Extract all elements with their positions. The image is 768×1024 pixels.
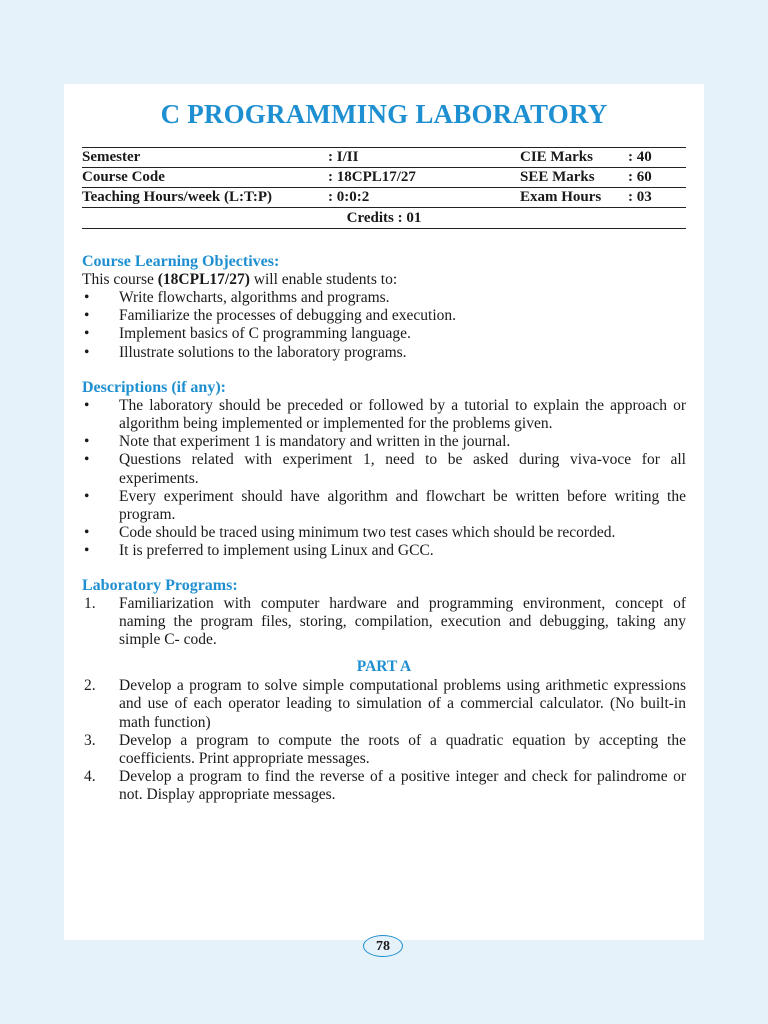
programs-heading: Laboratory Programs: bbox=[82, 576, 238, 594]
list-item bbox=[82, 732, 686, 768]
page-title: C PROGRAMMING LABORATORY bbox=[160, 99, 608, 129]
item-number: 3. bbox=[84, 731, 96, 749]
marks-value: : 40 bbox=[628, 149, 652, 165]
list-item-text: Illustrate solutions to the laboratory programs. bbox=[119, 343, 407, 361]
descriptions-heading: Descriptions (if any): bbox=[82, 378, 226, 396]
credits-text: Credits : 01 bbox=[346, 210, 422, 226]
credits-row bbox=[82, 208, 686, 229]
info-row-teaching-hours bbox=[82, 188, 686, 208]
list-item bbox=[82, 524, 686, 542]
bullet: • bbox=[84, 433, 90, 451]
programs-list-part-a bbox=[82, 677, 686, 804]
list-item-text: Questions related with experiment 1, need to be asked during viva-voce for all experiments. bbox=[119, 451, 686, 487]
marks-label: SEE Marks bbox=[520, 169, 595, 185]
list-item-text: Every experiment should have algorithm and flowchart be written before writing the program. bbox=[119, 487, 686, 524]
bullet: • bbox=[84, 289, 90, 306]
item-number: 4. bbox=[84, 768, 96, 786]
list-item-text: Code should be traced using minimum two test cases which should be recorded. bbox=[119, 524, 616, 542]
marks-label: CIE Marks bbox=[520, 149, 593, 165]
page-number-badge: 78 bbox=[363, 935, 403, 957]
list-item bbox=[82, 768, 686, 804]
bullet: • bbox=[84, 343, 90, 361]
info-row-semester bbox=[82, 148, 686, 168]
programs-list-intro bbox=[82, 595, 686, 650]
marks-value: : 60 bbox=[628, 169, 652, 185]
list-item bbox=[82, 433, 686, 451]
list-item-text: Develop a program to find the reverse of a positive integer and check for palindrome or not. Display appropriate messages. bbox=[119, 768, 686, 804]
marks-value: : 03 bbox=[628, 189, 652, 205]
marks-label: Exam Hours bbox=[520, 189, 602, 205]
info-row-course-code bbox=[82, 168, 686, 188]
info-label: Semester bbox=[82, 149, 141, 165]
list-item bbox=[82, 677, 686, 732]
course-code-emphasis: (18CPL17/27) bbox=[157, 271, 250, 288]
bullet: • bbox=[84, 451, 90, 469]
list-item-text: Implement basics of C programming language. bbox=[119, 325, 411, 343]
info-value: : I/II bbox=[328, 149, 359, 165]
item-number: 1. bbox=[84, 594, 96, 612]
info-label: Course Code bbox=[82, 169, 165, 185]
document-page bbox=[64, 84, 704, 940]
list-item bbox=[82, 325, 686, 343]
bullet: • bbox=[84, 325, 90, 343]
list-item-text: Develop a program to compute the roots of a quadratic equation by accepting the coefficients. Print appropriate messages. bbox=[119, 731, 686, 768]
list-item-text: The laboratory should be preceded or followed by a tutorial to explain the approach or algorithm being implemented or implemented for the problems given. bbox=[119, 396, 686, 433]
bullet: • bbox=[84, 396, 90, 414]
list-item-text: Familiarization with computer hardware and programming environment, concept of naming the program files, storing, compilation, execution and debugging, taking any simple C- code. bbox=[119, 594, 686, 649]
list-item bbox=[82, 307, 686, 325]
objectives-list bbox=[82, 289, 686, 362]
list-item bbox=[82, 595, 686, 650]
bullet: • bbox=[84, 487, 90, 505]
course-info-table bbox=[82, 147, 686, 229]
list-item bbox=[82, 542, 686, 560]
list-item bbox=[82, 397, 686, 433]
info-value: : 0:0:2 bbox=[328, 189, 370, 205]
objectives-heading: Course Learning Objectives: bbox=[82, 253, 280, 270]
intro-text: This course bbox=[82, 271, 158, 288]
page-content bbox=[82, 94, 686, 805]
info-value: : 18CPL17/27 bbox=[328, 169, 416, 185]
objectives-intro bbox=[82, 271, 686, 289]
item-number: 2. bbox=[84, 677, 96, 695]
list-item bbox=[82, 289, 686, 307]
list-item bbox=[82, 488, 686, 524]
list-item-text: It is preferred to implement using Linux and GCC. bbox=[119, 542, 434, 560]
descriptions-list bbox=[82, 397, 686, 561]
part-a-heading: PART A bbox=[356, 658, 412, 676]
bullet: • bbox=[84, 524, 90, 542]
list-item bbox=[82, 344, 686, 362]
info-label: Teaching Hours/week (L:T:P) bbox=[82, 189, 272, 205]
list-item bbox=[82, 451, 686, 487]
intro-text: will enable students to: bbox=[249, 271, 398, 288]
list-item-text: Note that experiment 1 is mandatory and written in the journal. bbox=[119, 433, 511, 451]
list-item-text: Write flowcharts, algorithms and programs. bbox=[119, 289, 390, 306]
bullet: • bbox=[84, 542, 90, 560]
list-item-text: Familiarize the processes of debugging and execution. bbox=[119, 307, 457, 325]
list-item-text: Develop a program to solve simple computational problems using arithmetic expressions and use of each operator leading to simulation of a commercial calculator. (No built-in math function) bbox=[119, 677, 686, 731]
bullet: • bbox=[84, 307, 90, 325]
